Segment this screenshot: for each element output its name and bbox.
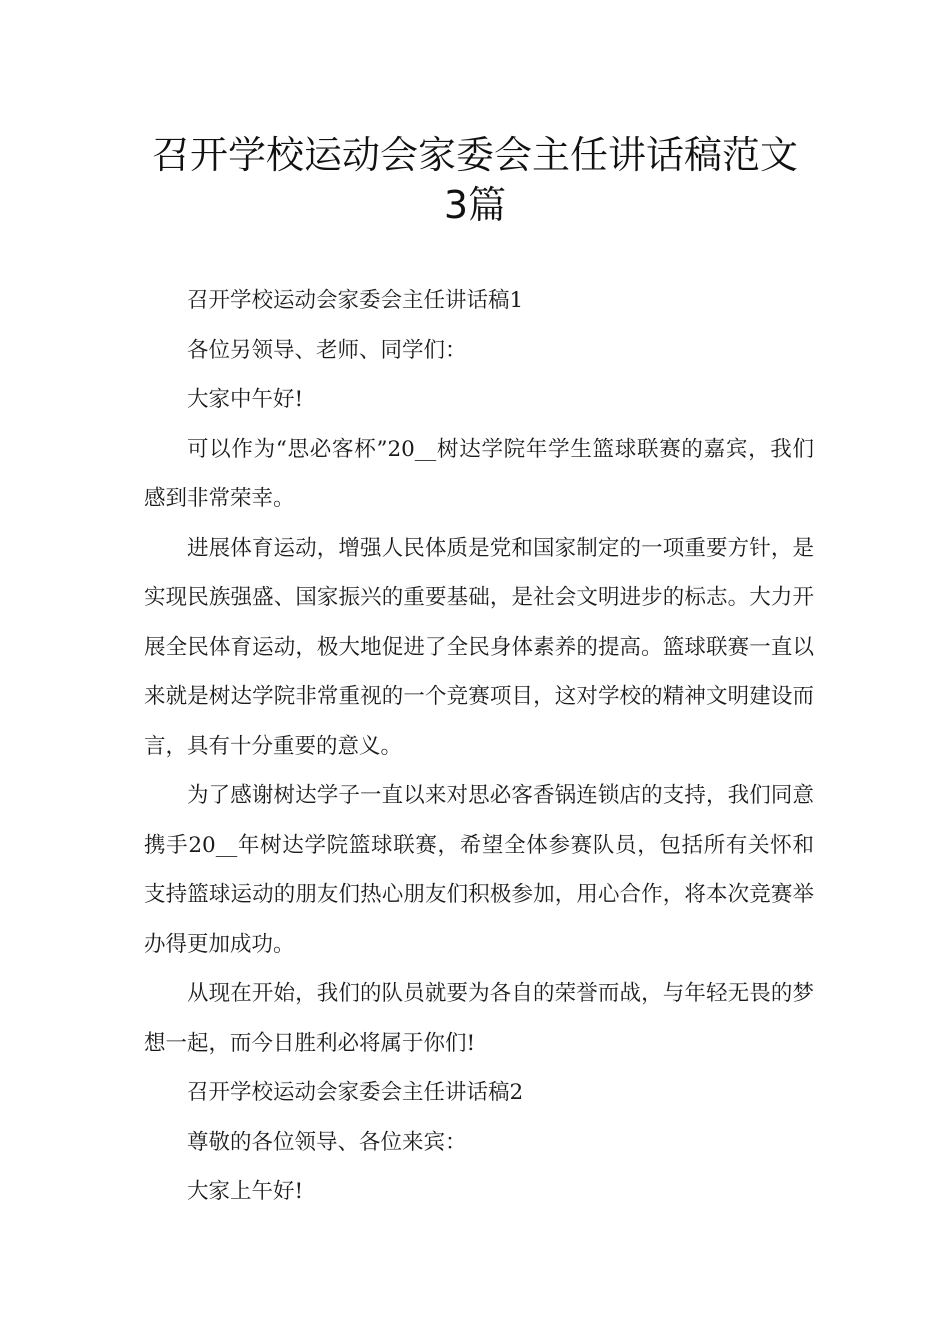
salutation-2: 尊敬的各位领导、各位来宾： xyxy=(187,1129,467,1155)
document-title-line-2: 3篇 xyxy=(443,183,507,227)
greeting-2: 大家上午好! xyxy=(187,1179,304,1204)
document-title-line-1: 召开学校运动会家委会主任讲话稿范文 xyxy=(151,133,798,177)
section-heading-2: 召开学校运动会家委会主任讲话稿2 xyxy=(187,1080,524,1105)
paragraph: 为了感谢树达学子一直以来对思必客香锅连锁店的支持，我们同意携手20__年树达学院篮球联赛，希望全体参赛队员，包括所有关怀和支持篮球运动的朋友们热心朋友们积极参加，用心合作，将本次竞赛举办得更加成功。 xyxy=(144,783,814,957)
greeting-1: 大家中午好! xyxy=(187,387,304,412)
paragraph: 可以作为“思必客杯”20__树达学院年学生篮球联赛的嘉宾，我们感到非常荣幸。 xyxy=(144,436,814,511)
paragraph: 从现在开始，我们的队员就要为各自的荣誉而战，与年轻无畏的梦想一起，而今日胜利必将属于你们! xyxy=(144,981,814,1056)
paragraph: 进展体育运动，增强人民体质是党和国家制定的一项重要方针，是实现民族强盛、国家振兴的重要基础，是社会文明进步的标志。大力开展全民体育运动，极大地促进了全民身体素养的提高。篮球联赛一直以来就是树达学院非常重视的一个竞赛项目，这对学校的精神文明建设而言，具有十分重要的意义。 xyxy=(144,535,814,759)
section-heading-1: 召开学校运动会家委会主任讲话稿1 xyxy=(187,288,524,313)
salutation-1: 各位另领导、老师、同学们： xyxy=(187,337,467,363)
document-body xyxy=(144,276,814,1217)
